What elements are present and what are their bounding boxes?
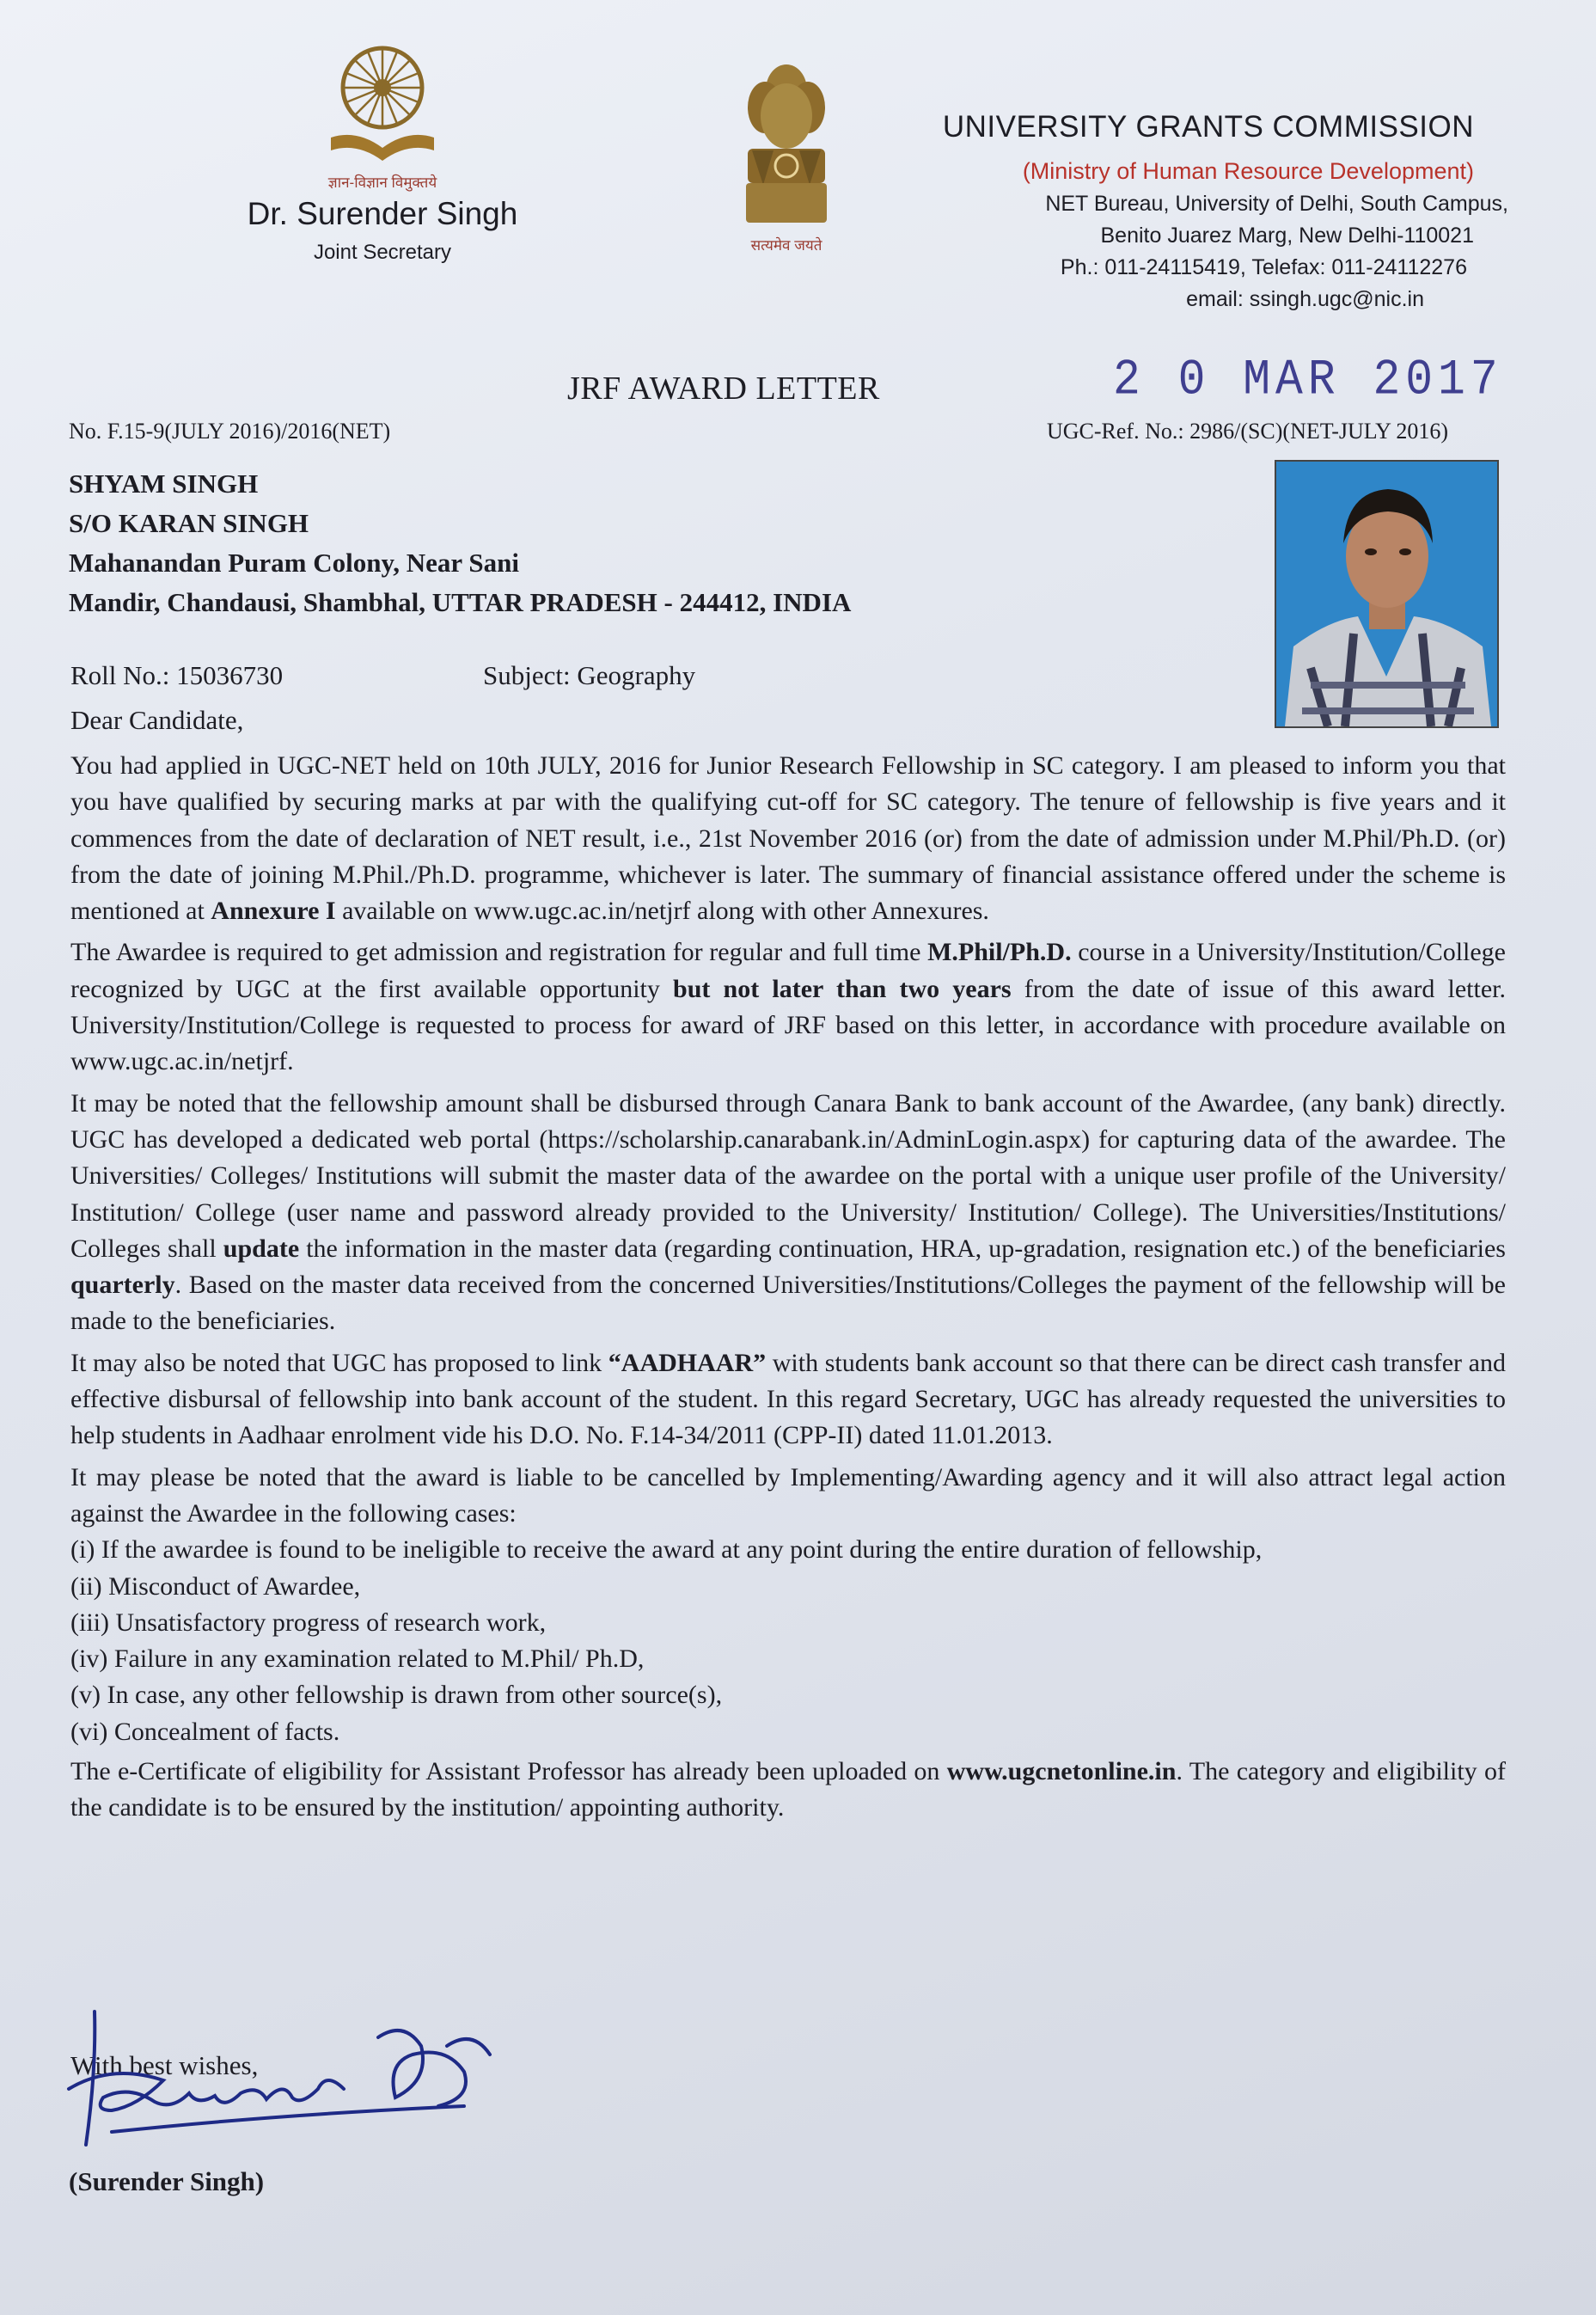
paragraph-aadhaar: It may also be noted that UGC has proposed to link “AADHAAR” with students bank account so that there can be direct cash transfer and effective disbursal of fellowship into bank account of the student. In this regard Secretary, UGC has already requested the universities to help students in Aadhaar enrolment vide his D.O. No. F.14-34/2011 (CPP-II) dated 11.01.2013. <box>70 1348 1506 1450</box>
candidate-address <box>69 464 851 622</box>
paragraph-cancellation: It may please be noted that the award is liable to be cancelled by Implementing/Awarding agency and it will also attract legal action against the Awardee in the following cases: <box>70 1462 1506 1528</box>
org-name: UNIVERSITY GRANTS COMMISSION <box>942 110 1474 144</box>
candidate-address-line: Mahanandan Puram Colony, Near Sani <box>69 548 519 578</box>
signer-name: (Surender Singh) <box>69 2166 265 2196</box>
signature-icon <box>60 2003 507 2149</box>
candidate-photo <box>1275 460 1499 728</box>
date-stamp: 2 0 MAR 2017 <box>1113 352 1503 408</box>
subject: Subject: Geography <box>483 660 696 690</box>
chakra-book-icon <box>322 43 443 189</box>
joint-secretary-name: Dr. Surender Singh <box>247 196 518 231</box>
national-emblem <box>731 47 842 262</box>
logo-motto: ज्ञान-विज्ञान विमुक्तये <box>327 175 437 191</box>
paragraph-fellowship: You had applied in UGC-NET held on 10th JULY, 2016 for Junior Research Fellowship in SC category. I am pleased to inform you that you have qualified by securing marks at par with the qualifying cut-off for SC category. The tenure of fellowship is five years and it commences from the date of declaration of NET result, i.e., 21st November 2016 (or) from the date of admission under M.Phil/Ph.D. (or) from the date of joining M.Phil./Ph.D. programme, whichever is later. The summary of financial assistance offered under the scheme is mentioned at Annexure I available on www.ugc.ac.in/netjrf along with other Annexures. <box>70 751 1506 926</box>
candidate-parent: S/O KARAN SINGH <box>69 508 309 538</box>
handwritten-signature <box>60 2003 507 2149</box>
portrait-icon <box>1276 462 1497 726</box>
address-line: NET Bureau, University of Delhi, South Campus, <box>1045 192 1508 216</box>
closing-wishes: With best wishes, <box>70 2050 259 2080</box>
email-line: email: ssingh.ugc@nic.in <box>1186 287 1424 311</box>
phone-line: Ph.: 011-24115419, Telefax: 011-24112276 <box>1060 255 1467 279</box>
list-item: (ii) Misconduct of Awardee, <box>70 1571 361 1601</box>
greeting: Dear Candidate, <box>70 705 244 735</box>
joint-secretary-block <box>215 196 550 265</box>
candidate-name: SHYAM SINGH <box>69 469 259 499</box>
ugc-logo <box>322 43 443 189</box>
list-item: (iii) Unsatisfactory progress of research work, <box>70 1608 547 1637</box>
joint-secretary-title: Joint Secretary <box>313 241 452 264</box>
roll-number: Roll No.: 15036730 <box>70 660 284 690</box>
address-line: Benito Juarez Marg, New Delhi-110021 <box>1100 224 1474 248</box>
letter-title: JRF AWARD LETTER <box>567 371 880 407</box>
candidate-address-line: Mandir, Chandausi, Shambhal, UTTAR PRADESH - 244412, INDIA <box>69 587 852 617</box>
reference-number: No. F.15-9(JULY 2016)/2016(NET) <box>69 419 391 444</box>
list-item: (v) In case, any other fellowship is drawn from other source(s), <box>70 1681 723 1710</box>
list-item: (vi) Concealment of facts. <box>70 1717 340 1746</box>
cases-list <box>70 1532 1506 1750</box>
ugc-reference: UGC-Ref. No.: 2986/(SC)(NET-JULY 2016) <box>1047 419 1449 444</box>
list-item: (i) If the awardee is found to be ineligible to receive the award at any point during the entire duration of fellowship, <box>70 1535 1263 1565</box>
list-item: (iv) Failure in any examination related to M.Phil/ Ph.D, <box>70 1644 645 1674</box>
emblem-motto: सत्यमेव जयते <box>750 237 822 254</box>
ugc-address-block <box>924 110 1508 312</box>
ministry-name: (Ministry of Human Resource Development) <box>1022 158 1474 184</box>
lion-capital-icon <box>731 47 842 245</box>
paragraph-certificate: The e-Certificate of eligibility for Assistant Professor has already been uploaded on www.ugcnetonline.in. The category and eligibility of the candidate is to be ensured by the institution/ appointing authority. <box>70 1757 1506 1822</box>
paragraph-disbursal: It may be noted that the fellowship amount shall be disbursed through Canara Bank to bank account of the Awardee, (any bank) directly. UGC has developed a dedicated web portal (https://scholarship.canarabank.in/AdminLogin.aspx) for capturing data of the awardee. The Universities/ Colleges/ Institutions will submit the master data of the awardee on the portal with a unique user profile of the University/ Institution/ College (user name and password already provided to the University/ Institution/ College). The Universities/Institutions/ Colleges shall update the information in the master data (regarding continuation, HRA, up-gradation, resignation etc.) of the beneficiaries quarterly. Based on the master data received from the concerned Universities/Institutions/Colleges the payment of the fellowship will be made to the beneficiaries. <box>70 1088 1506 1336</box>
letter-body <box>70 748 1506 1832</box>
paragraph-admission: The Awardee is required to get admission and registration for regular and full time M.Phil/Ph.D. course in a University/Institution/College recognized by UGC at the first available opportunity but not later than two years from the date of issue of this award letter. University/Institution/College is requested to process for award of JRF based on this letter, in accordance with procedure available on www.ugc.ac.in/netjrf. <box>70 938 1507 1076</box>
